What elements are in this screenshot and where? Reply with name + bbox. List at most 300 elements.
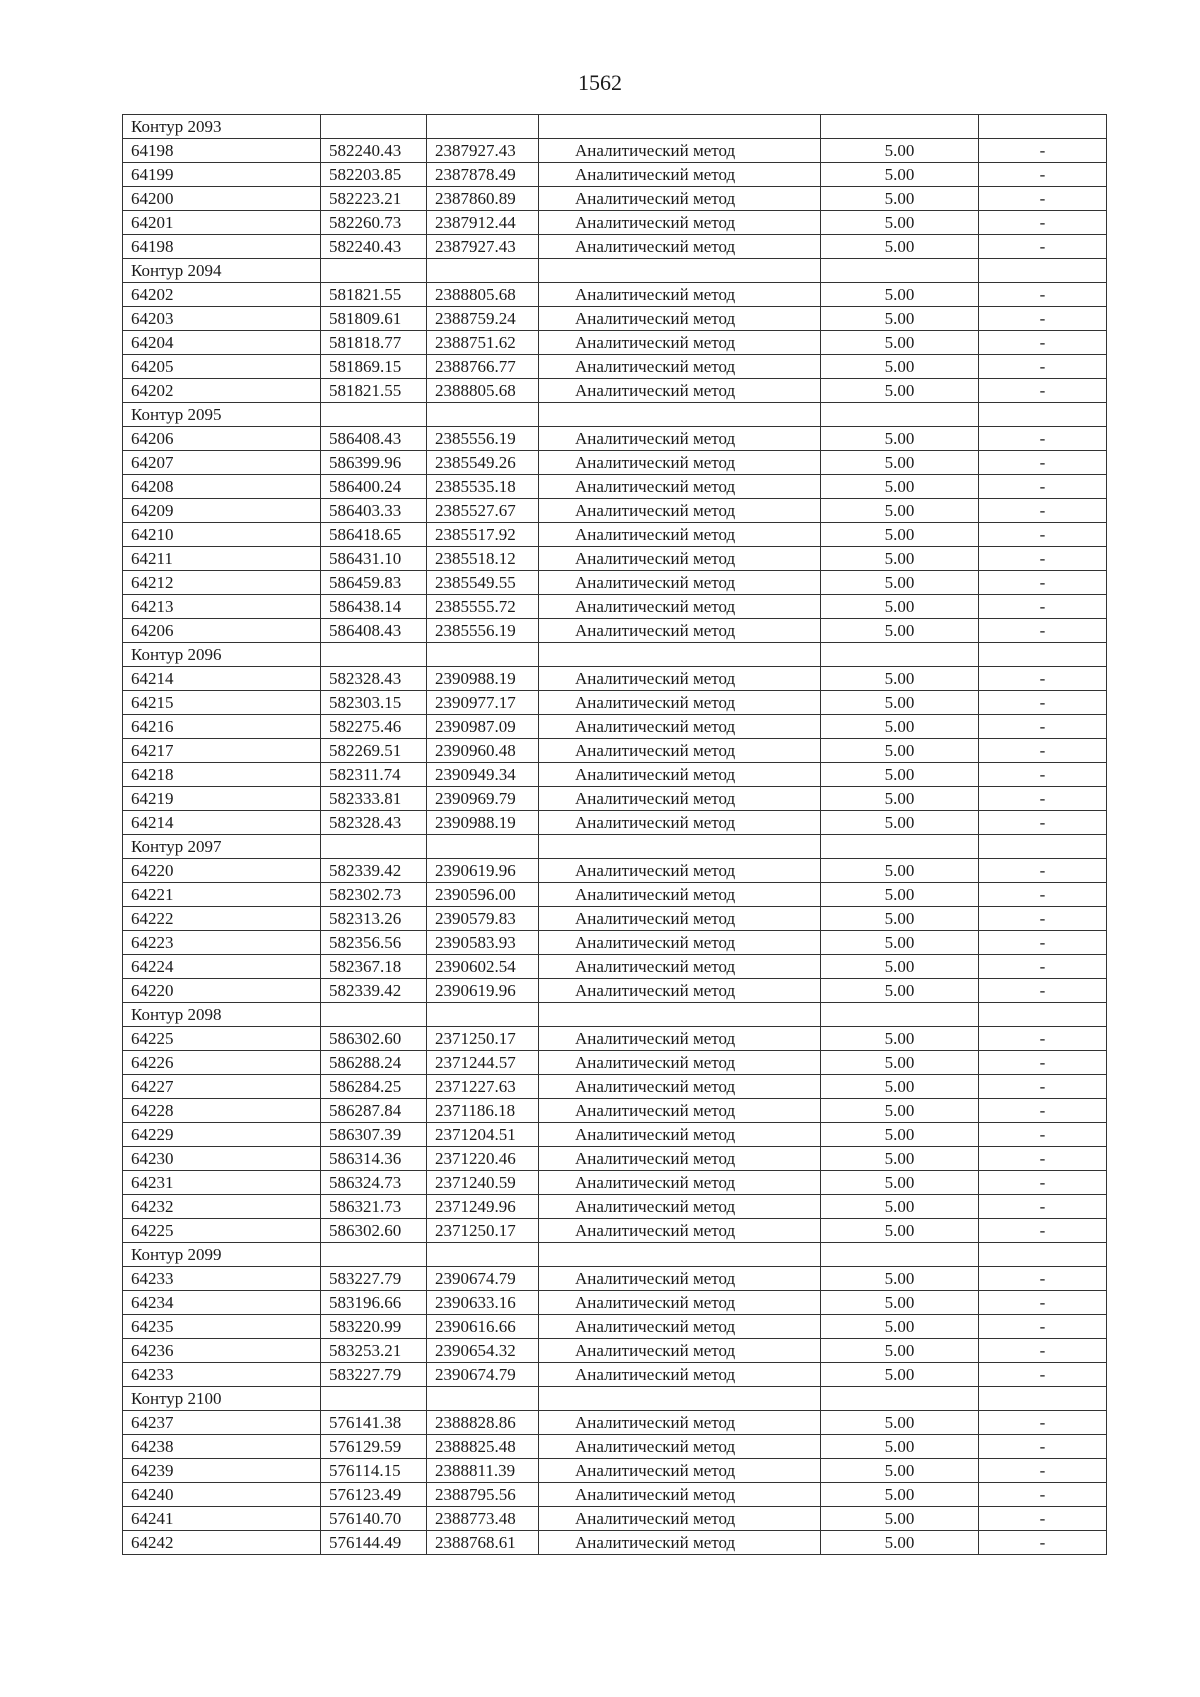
contour-header-row — [123, 1387, 1107, 1411]
point-number-cell: 64220 — [123, 979, 321, 1003]
note-cell: - — [979, 979, 1107, 1003]
y-coordinate-cell: 2387927.43 — [427, 235, 539, 259]
x-coordinate-cell: 582367.18 — [321, 955, 427, 979]
y-coordinate-cell: 2387912.44 — [427, 211, 539, 235]
method-cell: Аналитический метод — [539, 1051, 821, 1075]
note-cell: - — [979, 1315, 1107, 1339]
table-body — [123, 115, 1107, 1555]
empty-cell — [539, 1243, 821, 1267]
x-coordinate-cell: 586321.73 — [321, 1195, 427, 1219]
x-coordinate-cell: 576114.15 — [321, 1459, 427, 1483]
accuracy-cell: 5.00 — [821, 451, 979, 475]
method-cell: Аналитический метод — [539, 1339, 821, 1363]
point-number-cell: 64201 — [123, 211, 321, 235]
x-coordinate-cell: 586418.65 — [321, 523, 427, 547]
point-number-cell: 64208 — [123, 475, 321, 499]
table-row — [123, 763, 1107, 787]
table-row — [123, 619, 1107, 643]
table-row — [123, 427, 1107, 451]
y-coordinate-cell: 2388828.86 — [427, 1411, 539, 1435]
empty-cell — [321, 1003, 427, 1027]
point-number-cell: 64241 — [123, 1507, 321, 1531]
method-cell: Аналитический метод — [539, 163, 821, 187]
method-cell: Аналитический метод — [539, 1123, 821, 1147]
y-coordinate-cell: 2390969.79 — [427, 787, 539, 811]
note-cell: - — [979, 1123, 1107, 1147]
table-row — [123, 1147, 1107, 1171]
point-number-cell: 64210 — [123, 523, 321, 547]
empty-cell — [821, 1243, 979, 1267]
y-coordinate-cell: 2371250.17 — [427, 1027, 539, 1051]
method-cell: Аналитический метод — [539, 739, 821, 763]
point-number-cell: 64229 — [123, 1123, 321, 1147]
method-cell: Аналитический метод — [539, 619, 821, 643]
point-number-cell: 64199 — [123, 163, 321, 187]
table-row — [123, 307, 1107, 331]
y-coordinate-cell: 2371249.96 — [427, 1195, 539, 1219]
accuracy-cell: 5.00 — [821, 1483, 979, 1507]
accuracy-cell: 5.00 — [821, 619, 979, 643]
empty-cell — [821, 835, 979, 859]
accuracy-cell: 5.00 — [821, 379, 979, 403]
point-number-cell: 64204 — [123, 331, 321, 355]
method-cell: Аналитический метод — [539, 883, 821, 907]
empty-cell — [539, 835, 821, 859]
y-coordinate-cell: 2390949.34 — [427, 763, 539, 787]
method-cell: Аналитический метод — [539, 1291, 821, 1315]
accuracy-cell: 5.00 — [821, 211, 979, 235]
table-row — [123, 139, 1107, 163]
method-cell: Аналитический метод — [539, 1507, 821, 1531]
x-coordinate-cell: 582339.42 — [321, 859, 427, 883]
x-coordinate-cell: 576129.59 — [321, 1435, 427, 1459]
accuracy-cell: 5.00 — [821, 907, 979, 931]
accuracy-cell: 5.00 — [821, 739, 979, 763]
y-coordinate-cell: 2385517.92 — [427, 523, 539, 547]
point-number-cell: 64223 — [123, 931, 321, 955]
contour-label: Контур 2096 — [123, 643, 321, 667]
table-row — [123, 979, 1107, 1003]
method-cell: Аналитический метод — [539, 1171, 821, 1195]
empty-cell — [979, 1387, 1107, 1411]
accuracy-cell: 5.00 — [821, 355, 979, 379]
y-coordinate-cell: 2388773.48 — [427, 1507, 539, 1531]
method-cell: Аналитический метод — [539, 811, 821, 835]
x-coordinate-cell: 582339.42 — [321, 979, 427, 1003]
y-coordinate-cell: 2390583.93 — [427, 931, 539, 955]
x-coordinate-cell: 586314.36 — [321, 1147, 427, 1171]
accuracy-cell: 5.00 — [821, 1267, 979, 1291]
note-cell: - — [979, 763, 1107, 787]
note-cell: - — [979, 1291, 1107, 1315]
note-cell: - — [979, 1459, 1107, 1483]
y-coordinate-cell: 2387878.49 — [427, 163, 539, 187]
method-cell: Аналитический метод — [539, 931, 821, 955]
accuracy-cell: 5.00 — [821, 1171, 979, 1195]
y-coordinate-cell: 2385549.26 — [427, 451, 539, 475]
table-row — [123, 1027, 1107, 1051]
y-coordinate-cell: 2388825.48 — [427, 1435, 539, 1459]
empty-cell — [321, 643, 427, 667]
note-cell: - — [979, 1483, 1107, 1507]
method-cell: Аналитический метод — [539, 1219, 821, 1243]
method-cell: Аналитический метод — [539, 1459, 821, 1483]
empty-cell — [821, 1387, 979, 1411]
empty-cell — [821, 643, 979, 667]
method-cell: Аналитический метод — [539, 1363, 821, 1387]
x-coordinate-cell: 576140.70 — [321, 1507, 427, 1531]
point-number-cell: 64233 — [123, 1267, 321, 1291]
contour-label: Контур 2093 — [123, 115, 321, 139]
note-cell: - — [979, 1339, 1107, 1363]
method-cell: Аналитический метод — [539, 763, 821, 787]
x-coordinate-cell: 586284.25 — [321, 1075, 427, 1099]
point-number-cell: 64202 — [123, 379, 321, 403]
note-cell: - — [979, 523, 1107, 547]
note-cell: - — [979, 787, 1107, 811]
y-coordinate-cell: 2388805.68 — [427, 379, 539, 403]
accuracy-cell: 5.00 — [821, 475, 979, 499]
empty-cell — [321, 1387, 427, 1411]
y-coordinate-cell: 2371220.46 — [427, 1147, 539, 1171]
x-coordinate-cell: 582240.43 — [321, 235, 427, 259]
point-number-cell: 64226 — [123, 1051, 321, 1075]
method-cell: Аналитический метод — [539, 475, 821, 499]
y-coordinate-cell: 2390633.16 — [427, 1291, 539, 1315]
x-coordinate-cell: 583196.66 — [321, 1291, 427, 1315]
x-coordinate-cell: 576123.49 — [321, 1483, 427, 1507]
x-coordinate-cell: 586302.60 — [321, 1219, 427, 1243]
x-coordinate-cell: 586307.39 — [321, 1123, 427, 1147]
accuracy-cell: 5.00 — [821, 1027, 979, 1051]
note-cell: - — [979, 667, 1107, 691]
point-number-cell: 64206 — [123, 427, 321, 451]
coordinates-table — [122, 114, 1107, 1555]
table-row — [123, 1267, 1107, 1291]
contour-header-row — [123, 643, 1107, 667]
empty-cell — [979, 1243, 1107, 1267]
note-cell: - — [979, 1219, 1107, 1243]
x-coordinate-cell: 582313.26 — [321, 907, 427, 931]
accuracy-cell: 5.00 — [821, 979, 979, 1003]
method-cell: Аналитический метод — [539, 1195, 821, 1219]
x-coordinate-cell: 582356.56 — [321, 931, 427, 955]
y-coordinate-cell: 2385556.19 — [427, 619, 539, 643]
method-cell: Аналитический метод — [539, 1435, 821, 1459]
accuracy-cell: 5.00 — [821, 1291, 979, 1315]
y-coordinate-cell: 2390960.48 — [427, 739, 539, 763]
table-row — [123, 1363, 1107, 1387]
x-coordinate-cell: 582302.73 — [321, 883, 427, 907]
contour-header-row — [123, 259, 1107, 283]
accuracy-cell: 5.00 — [821, 1195, 979, 1219]
contour-header-row — [123, 403, 1107, 427]
accuracy-cell: 5.00 — [821, 163, 979, 187]
table-row — [123, 1075, 1107, 1099]
empty-cell — [979, 403, 1107, 427]
empty-cell — [821, 1003, 979, 1027]
note-cell: - — [979, 187, 1107, 211]
x-coordinate-cell: 582203.85 — [321, 163, 427, 187]
accuracy-cell: 5.00 — [821, 1051, 979, 1075]
point-number-cell: 64207 — [123, 451, 321, 475]
method-cell: Аналитический метод — [539, 1483, 821, 1507]
point-number-cell: 64212 — [123, 571, 321, 595]
y-coordinate-cell: 2371227.63 — [427, 1075, 539, 1099]
point-number-cell: 64205 — [123, 355, 321, 379]
accuracy-cell: 5.00 — [821, 1147, 979, 1171]
point-number-cell: 64237 — [123, 1411, 321, 1435]
point-number-cell: 64233 — [123, 1363, 321, 1387]
x-coordinate-cell: 581818.77 — [321, 331, 427, 355]
note-cell: - — [979, 1171, 1107, 1195]
y-coordinate-cell: 2388811.39 — [427, 1459, 539, 1483]
accuracy-cell: 5.00 — [821, 1363, 979, 1387]
y-coordinate-cell: 2371240.59 — [427, 1171, 539, 1195]
y-coordinate-cell: 2388795.56 — [427, 1483, 539, 1507]
y-coordinate-cell: 2390674.79 — [427, 1267, 539, 1291]
y-coordinate-cell: 2390977.17 — [427, 691, 539, 715]
note-cell: - — [979, 379, 1107, 403]
accuracy-cell: 5.00 — [821, 1219, 979, 1243]
table-row — [123, 1459, 1107, 1483]
empty-cell — [979, 259, 1107, 283]
method-cell: Аналитический метод — [539, 715, 821, 739]
contour-header-row — [123, 1243, 1107, 1267]
method-cell: Аналитический метод — [539, 283, 821, 307]
table-row — [123, 1123, 1107, 1147]
table-row — [123, 1315, 1107, 1339]
table-row — [123, 163, 1107, 187]
accuracy-cell: 5.00 — [821, 1435, 979, 1459]
point-number-cell: 64225 — [123, 1219, 321, 1243]
point-number-cell: 64198 — [123, 139, 321, 163]
accuracy-cell: 5.00 — [821, 235, 979, 259]
x-coordinate-cell: 583227.79 — [321, 1363, 427, 1387]
note-cell: - — [979, 451, 1107, 475]
note-cell: - — [979, 1363, 1107, 1387]
note-cell: - — [979, 211, 1107, 235]
accuracy-cell: 5.00 — [821, 787, 979, 811]
empty-cell — [539, 115, 821, 139]
point-number-cell: 64202 — [123, 283, 321, 307]
table-row — [123, 235, 1107, 259]
accuracy-cell: 5.00 — [821, 187, 979, 211]
note-cell: - — [979, 139, 1107, 163]
note-cell: - — [979, 619, 1107, 643]
empty-cell — [821, 115, 979, 139]
empty-cell — [979, 115, 1107, 139]
empty-cell — [427, 1003, 539, 1027]
note-cell: - — [979, 1435, 1107, 1459]
point-number-cell: 64228 — [123, 1099, 321, 1123]
table-row — [123, 715, 1107, 739]
note-cell: - — [979, 907, 1107, 931]
x-coordinate-cell: 586408.43 — [321, 619, 427, 643]
empty-cell — [427, 259, 539, 283]
empty-cell — [979, 835, 1107, 859]
table-row — [123, 739, 1107, 763]
accuracy-cell: 5.00 — [821, 883, 979, 907]
y-coordinate-cell: 2390619.96 — [427, 979, 539, 1003]
method-cell: Аналитический метод — [539, 979, 821, 1003]
point-number-cell: 64211 — [123, 547, 321, 571]
point-number-cell: 64240 — [123, 1483, 321, 1507]
note-cell: - — [979, 859, 1107, 883]
y-coordinate-cell: 2388805.68 — [427, 283, 539, 307]
table-row — [123, 1219, 1107, 1243]
table-row — [123, 1099, 1107, 1123]
note-cell: - — [979, 475, 1107, 499]
y-coordinate-cell: 2390987.09 — [427, 715, 539, 739]
x-coordinate-cell: 586400.24 — [321, 475, 427, 499]
x-coordinate-cell: 576141.38 — [321, 1411, 427, 1435]
y-coordinate-cell: 2388766.77 — [427, 355, 539, 379]
note-cell: - — [979, 1531, 1107, 1555]
y-coordinate-cell: 2390596.00 — [427, 883, 539, 907]
contour-label: Контур 2095 — [123, 403, 321, 427]
method-cell: Аналитический метод — [539, 427, 821, 451]
y-coordinate-cell: 2390579.83 — [427, 907, 539, 931]
y-coordinate-cell: 2390654.32 — [427, 1339, 539, 1363]
table-row — [123, 379, 1107, 403]
method-cell: Аналитический метод — [539, 547, 821, 571]
point-number-cell: 64234 — [123, 1291, 321, 1315]
method-cell: Аналитический метод — [539, 1147, 821, 1171]
table-row — [123, 595, 1107, 619]
method-cell: Аналитический метод — [539, 499, 821, 523]
accuracy-cell: 5.00 — [821, 859, 979, 883]
accuracy-cell: 5.00 — [821, 499, 979, 523]
method-cell: Аналитический метод — [539, 1531, 821, 1555]
table-row — [123, 1171, 1107, 1195]
table-row — [123, 211, 1107, 235]
point-number-cell: 64227 — [123, 1075, 321, 1099]
empty-cell — [321, 835, 427, 859]
y-coordinate-cell: 2387927.43 — [427, 139, 539, 163]
x-coordinate-cell: 586324.73 — [321, 1171, 427, 1195]
x-coordinate-cell: 583220.99 — [321, 1315, 427, 1339]
note-cell: - — [979, 931, 1107, 955]
empty-cell — [539, 259, 821, 283]
contour-header-row — [123, 835, 1107, 859]
x-coordinate-cell: 582269.51 — [321, 739, 427, 763]
point-number-cell: 64214 — [123, 811, 321, 835]
y-coordinate-cell: 2390988.19 — [427, 667, 539, 691]
x-coordinate-cell: 582328.43 — [321, 667, 427, 691]
point-number-cell: 64214 — [123, 667, 321, 691]
empty-cell — [427, 835, 539, 859]
table-row — [123, 955, 1107, 979]
point-number-cell: 64236 — [123, 1339, 321, 1363]
method-cell: Аналитический метод — [539, 691, 821, 715]
accuracy-cell: 5.00 — [821, 1075, 979, 1099]
x-coordinate-cell: 582223.21 — [321, 187, 427, 211]
x-coordinate-cell: 576144.49 — [321, 1531, 427, 1555]
y-coordinate-cell: 2385527.67 — [427, 499, 539, 523]
y-coordinate-cell: 2388751.62 — [427, 331, 539, 355]
y-coordinate-cell: 2390988.19 — [427, 811, 539, 835]
x-coordinate-cell: 582275.46 — [321, 715, 427, 739]
method-cell: Аналитический метод — [539, 955, 821, 979]
accuracy-cell: 5.00 — [821, 931, 979, 955]
page-number: 1562 — [578, 70, 622, 95]
x-coordinate-cell: 586399.96 — [321, 451, 427, 475]
accuracy-cell: 5.00 — [821, 427, 979, 451]
note-cell: - — [979, 283, 1107, 307]
method-cell: Аналитический метод — [539, 907, 821, 931]
x-coordinate-cell: 581809.61 — [321, 307, 427, 331]
y-coordinate-cell: 2371186.18 — [427, 1099, 539, 1123]
empty-cell — [979, 643, 1107, 667]
contour-label: Контур 2098 — [123, 1003, 321, 1027]
table-row — [123, 1507, 1107, 1531]
point-number-cell: 64213 — [123, 595, 321, 619]
table-row — [123, 571, 1107, 595]
empty-cell — [539, 1387, 821, 1411]
table-row — [123, 283, 1107, 307]
y-coordinate-cell: 2371244.57 — [427, 1051, 539, 1075]
method-cell: Аналитический метод — [539, 235, 821, 259]
contour-label: Контур 2100 — [123, 1387, 321, 1411]
point-number-cell: 64209 — [123, 499, 321, 523]
note-cell: - — [979, 883, 1107, 907]
empty-cell — [321, 259, 427, 283]
table-row — [123, 931, 1107, 955]
accuracy-cell: 5.00 — [821, 307, 979, 331]
accuracy-cell: 5.00 — [821, 955, 979, 979]
point-number-cell: 64200 — [123, 187, 321, 211]
accuracy-cell: 5.00 — [821, 715, 979, 739]
accuracy-cell: 5.00 — [821, 1531, 979, 1555]
accuracy-cell: 5.00 — [821, 1507, 979, 1531]
method-cell: Аналитический метод — [539, 1315, 821, 1339]
empty-cell — [539, 1003, 821, 1027]
point-number-cell: 64230 — [123, 1147, 321, 1171]
x-coordinate-cell: 582328.43 — [321, 811, 427, 835]
table-row — [123, 787, 1107, 811]
table-row — [123, 1339, 1107, 1363]
y-coordinate-cell: 2385555.72 — [427, 595, 539, 619]
note-cell: - — [979, 427, 1107, 451]
empty-cell — [321, 403, 427, 427]
y-coordinate-cell: 2385556.19 — [427, 427, 539, 451]
empty-cell — [979, 1003, 1107, 1027]
contour-header-row — [123, 1003, 1107, 1027]
point-number-cell: 64203 — [123, 307, 321, 331]
accuracy-cell: 5.00 — [821, 523, 979, 547]
y-coordinate-cell: 2385535.18 — [427, 475, 539, 499]
accuracy-cell: 5.00 — [821, 1459, 979, 1483]
point-number-cell: 64215 — [123, 691, 321, 715]
table-row — [123, 187, 1107, 211]
empty-cell — [427, 1243, 539, 1267]
x-coordinate-cell: 581869.15 — [321, 355, 427, 379]
empty-cell — [821, 403, 979, 427]
point-number-cell: 64239 — [123, 1459, 321, 1483]
note-cell: - — [979, 1507, 1107, 1531]
method-cell: Аналитический метод — [539, 211, 821, 235]
accuracy-cell: 5.00 — [821, 571, 979, 595]
point-number-cell: 64222 — [123, 907, 321, 931]
note-cell: - — [979, 235, 1107, 259]
x-coordinate-cell: 583253.21 — [321, 1339, 427, 1363]
method-cell: Аналитический метод — [539, 787, 821, 811]
note-cell: - — [979, 1147, 1107, 1171]
note-cell: - — [979, 1075, 1107, 1099]
y-coordinate-cell: 2388759.24 — [427, 307, 539, 331]
method-cell: Аналитический метод — [539, 451, 821, 475]
